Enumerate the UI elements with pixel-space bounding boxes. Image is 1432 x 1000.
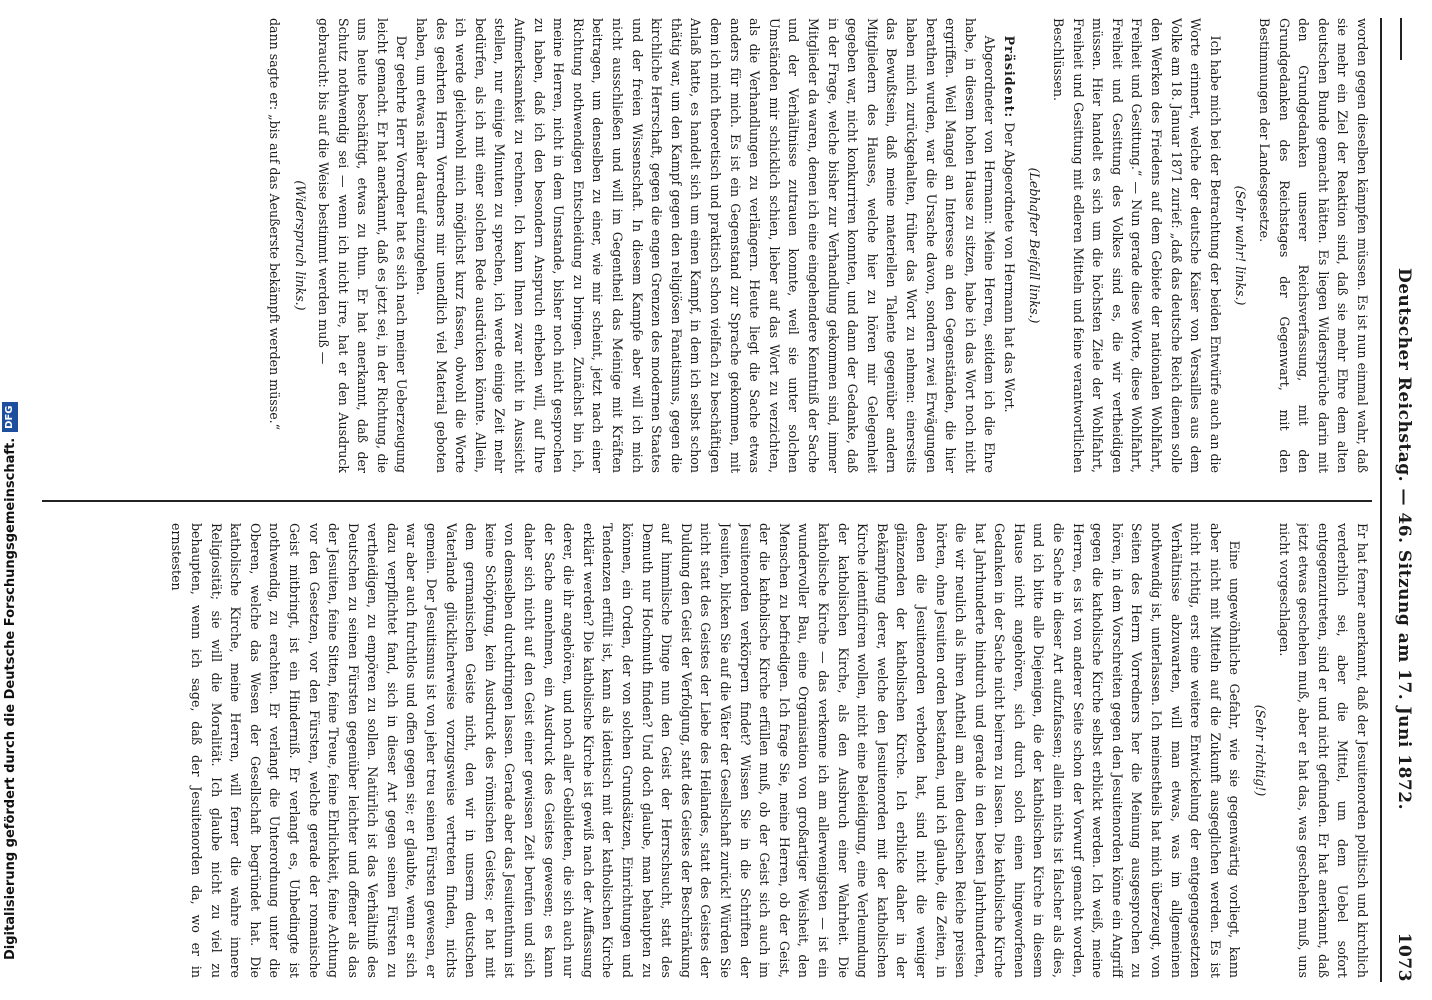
body-paragraph: Eine ungewöhnliche Gefahr, wie sie gegenwärtig vorliegt, kann aber nicht mit Mitteln auf die Zukunft ausgeglichen werden. Es ist nicht richtig, erst eine weitere Entwickelung der entgegengesetzten Verhältnisse abzuwarten, will man etwas, was im allgemeinen nothwendig ist, unterlassen. Ich meinestheils hat mich überzeugt, von Seiten des Herrn Vorredners her die Meinung ausgesprochen zu hören, in dem Vorschreiten gegen den Jesuitenorden könne ein Angriff gegen die katholische Kirche selbst erblickt werden. Ich weiß, meine Herren, es ist von anderer Seite schon der Vorwurf gemacht worden, die Sache in dieser Art aufzufassen; allein nichts ist falscher als dies, und ich bitte alle Diejenigen, die der katholischen Kirche in diesem Hause nicht angehören, sich durch solch einen hingeworfenen Gedanken in der Sache nicht beirren zu lassen. Die katholische Kirche hat Jahrhunderte hindurch und gerade in den besten Jahrhunderten, die wir neulich als ihren Antheil am alten deutschen Reiche preisen hörten, ohne Jesuiten orden bestanden, und ich glaube, die Zeiten, in denen die Jesuitenorden verboten hat, sind nicht die weniger glänzenden der katholischen Kirche. Ich erblicke daher in der Bekämpfung derer, welche den Jesuitenorden mit der katholischen Kirche identificiren wollen, nicht eine Beleidigung, eine Verleumdung der katholischen Kirche, als den Ausbruch einer Wahrheit. Die katholische Kirche — das verkenne ich am allerwenigsten — ist ein wundervoller Bau, eine Organisation von großartiger Weisheit, den Menschen zu befriedigen. Ich frage Sie, meine Herren, ob der Geist, der die katholische Kirche erfüllen muß, ob der Geist sich auch im Jesuitenorden verkörpern findet? Wissen Sie in die Schriften der Jesuiten, blicken Sie auf die Väter der Gesellschaft zurück! Würden Sie nicht statt des Geistes der Liebe des Heilandes, statt des Geistes der Duldung den Geist der Verfolgung, statt des Geistes der Beschränkung auf himmlische Dinge nun den Geist der Herrschsucht, statt des Demuth nur Hochmuth finden? Und doch glaube, man behaupten zu können, ein Orden, der von solchen Grundsätzen, Einrichtungen und Tendenzen erfüllt ist, kann als identisch mit der katholischen Kirche erklärt werden? Die katholische Kirche ist gewiß nach der Auffassung derer, die ihr angehören, und noch aller Gebildeten, die sich auch nur der Sache annehmen, ein Ausdruck des Geistes gewesen; es kann daher sich nicht auf den Geist einer gewissen Zeit berufen und sich von demselben durchdringen lassen. Gerade aber das Jesuitenthum ist keine Schöpfung, kein Ausdruck des römischen Geistes; er hat mit dem germanischen Geiste nicht, den wir in unserm deutschen Vaterlande glücklicherweise vorzugsweise vertreten finden, nichts gemein. Der Jesuitismus ist von jeher treu seinen Fürsten gewesen, er war aber auch furchtlos und offen gegen sie; er glaubte, wenn er sich dazu verpflichtet fand, sich in dieser Art gegen seinen Fürsten zu vertheidigen, zu empören zu sollen. Natürlich ist das Verhältniß des Deutschen zu seinen Fürsten gegenüber leichter und offener als das der Jesuiten, feine Sitten, feine Treue, feine Ehrlichkeit, feine Achtung vor den Gesetzen, vor den Fürsten, welche gerade der romanische Geist mitbringt, ist ein Hinderniß. Er verlangt es, Unbedingte ist nothwendig, zu erachten. Er verlangt die Unterordnung unter die Oberen, welche das Wesen der Gesellschaft begründet hat. Die katholische Kirche, meine Herren, will ferner die wahre innere Religiosität; sie will die Moralität. Ich glaube nicht zu viel zu behaupten, wenn ich sage, daß der Jesuitenorden da, wo er in ernstesten [169, 523, 1243, 978]
left-column [42, 18, 1372, 473]
speaker-name: Präsident: [1001, 35, 1017, 119]
header-title: Deutscher Reichstag. — 46. Sitzung am 17. Juni 1872. [1394, 268, 1414, 810]
reaction-note: (Widerspruch links.) [292, 180, 308, 311]
reaction-note: (Sehr wahr! links.) [1233, 185, 1249, 306]
right-column [42, 523, 1372, 978]
body-paragraph: worden gegen dieselben kämpfen müssen. Es ist nun einmal wahr, daß sie mehr ein Ziel der Reaktion sind, daß sie mehr Ehre dem alten deutschen Bunde gemacht hätten. Es liegen Widersprüche darin mit den Grundgedanken unserer Reichsverfassung, mit den Grundgedanken des Reichstages der Gegenwart, mit den Bestimmungen der Landesgesetze. [1257, 18, 1370, 473]
header-divider [1380, 18, 1382, 982]
dfg-logo: DFG [2, 402, 18, 431]
reaction-note: (Sehr richtig!) [1253, 704, 1269, 797]
column-divider [42, 500, 1372, 502]
body-paragraph: Er hat ferner anerkannt, daß der Jesuitenorden politisch und kirchlich verderblich sei, aber die Mittel, um dem Uebel sofort entgegenzutreten, sind er und nicht gefunden. Er hat anerkannt, daß jetzt etwas geschehen muß, aber er hat das, was geschehen muß, uns nicht vorgeschlagen. [1276, 523, 1370, 978]
digitization-footer [2, 0, 22, 1000]
speaker-text: Der Abgeordnete von Hermann hat das Wort. [1001, 122, 1017, 413]
page-header [1386, 18, 1416, 982]
credit-line [2, 402, 18, 960]
credit-text: Digitalisierung gefördert durch die Deutsche Forschungsgemeinschaft. [2, 437, 18, 960]
reaction-note: (Lebhafter Beifall links.) [1027, 167, 1043, 324]
speaker-paragraph [999, 18, 1019, 473]
body-paragraph: Abgeordneter von Hermann: Meine Herren, seitdem ich die Ehre habe, in diesem hohen Hause zu sitzen, habe ich das Wort noch nicht ergriffen. Weil Mangel an Interesse an den Gegenständen, die hier berathen wurden, war die Ursache davon, sondern zwei Erwägungen haben mich zurückgehalten, früher das Wort zu nehmen: einerseits das Bewußtsein, daß meine materiellen Talente gegenüber andern Mitgliedern des Hauses, welche hier zu hören mir Gelegenheit gegeben war, nicht konkurriren konnten, und dann der Gedanke, daß in der Frage, welche bisher zur Verhandlung gekommen sind, immer Mitglieder da waren, denen ich eine eingehendere Kenntniß der Sache und der Verhältnisse zutrauen konnte, weil sie unter solchen Umständen mir schicklich schien, lieber auf das Wort zu verzichten, als die Verhandlungen zu verlängern. Heute liegt die Sache etwas anders für mich. Es ist ein Gegenstand zur Sprache gekommen, mit dem ich mich theoretisch und praktisch schon vielfach zu beschäftigen Anlaß hatte, es handelt sich um einen Kampf, in dem ich selbst schon thätig war, um den Kampf gegen den religiösen Fanatismus, gegen die kirchliche Herrschaft, gegen die engen Grenzen des modernen Staates und der freien Wissenschaft. In diesem Kampfe aber will ich mich nicht ausschließen und will im Gegentheil das Meinige mit Kräften beitragen, um denselben zu einer, wie mir scheint, jetzt nach einer Richtung nothwendigen Entscheidung zu bringen. Zunächst bin ich, meine Herren, nicht in dem Umstande, bisher noch nicht gesprochen zu haben, daß ich den besondern Anspruch erheben will, auf Ihre Aufmerksamkeit zu rechnen. Ich kann Ihnen zwar nicht in Aussicht stellen, nur einige Minuten zu sprechen, ich werde einige Zeit mehr bedürfen, als ich mit einer solchen Rede ausdrücken könnte. Allein, ich werde gleichwohl mich möglichst kurz fassen, obwohl die Worte des geehrten Herrn Vorredners mir unendlich viel Material geboten haben, um etwas näher darauf einzugehen. [414, 18, 998, 473]
header-rule [1400, 18, 1402, 60]
rotated-page [28, 18, 1416, 982]
page-number: 1073 [1394, 932, 1414, 982]
body-paragraph: Der geehrte Herr Vorredner hat es sich nach meiner Ueberzeugung leicht gemacht. Er hat anerkannt, daß es jetzt sei, in der Richtung, die uns heute beschäftigt, etwas zu thun. Er hat anerkannt, daß der Schutz nothwendig sei — wenn ich nicht irre, hat er den Ausdruck gebraucht: bis auf die Weise bestimmt werden muß — [316, 18, 410, 473]
body-paragraph: Ich habe mich bei der Betrachtung der beiden Entwürfe auch an die Worte erinnert, welche der deutsche Kaiser von Versailles aus dem Volke am 18. Januar 1871 zurief: „daß das deutsche Reich dienen solle den Werken des Friedens auf dem Gebiete der nationalen Wohlfahrt, Freiheit und Gesittung.“ — Nun gerade diese Worte, diese Wohlfahrt, Freiheit und Gesittung des Volkes sind es, die wir vertheidigen müssen. Hier handelt es sich um die höchsten Ziele der Wohlfahrt, Freiheit und Gesittung mit edleren Mitteln und feine verantwortlichen Beschlüssen. [1051, 18, 1223, 473]
body-paragraph: dann sagte er: „bis auf das Aeußerste bekämpft werden müsse.“ [266, 18, 282, 431]
